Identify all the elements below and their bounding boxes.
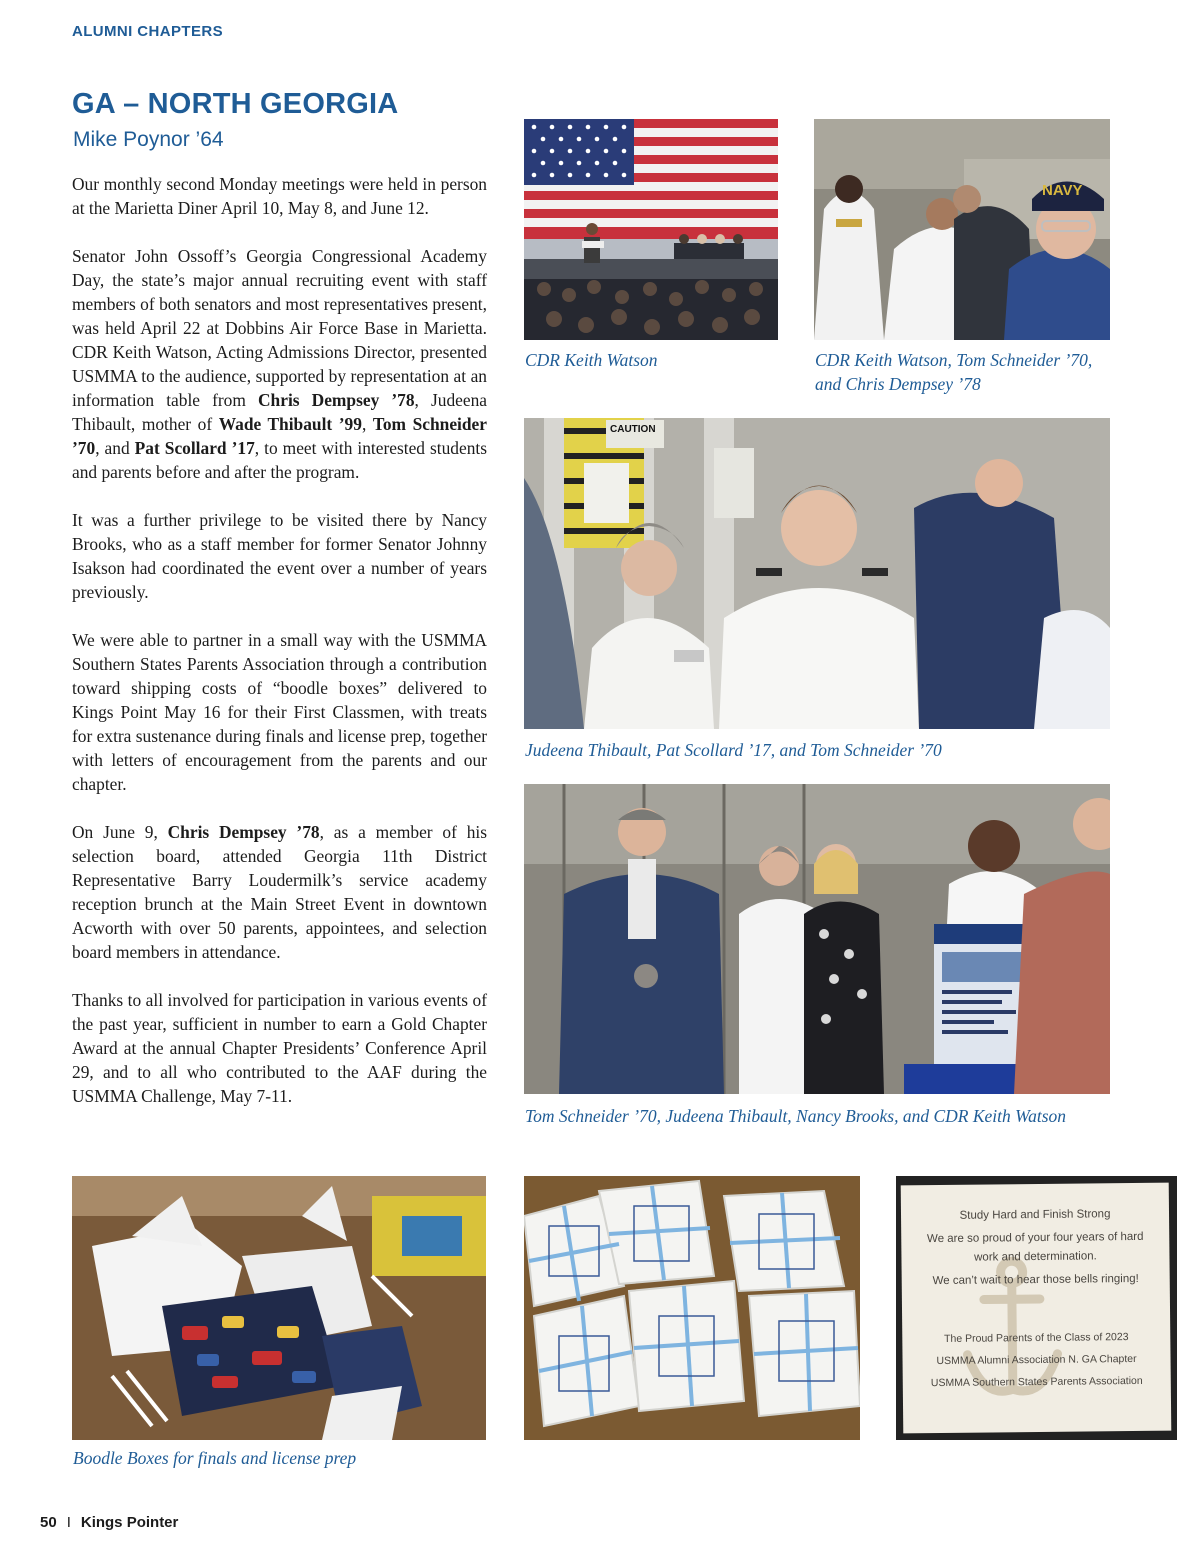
paragraph-3: It was a further privilege to be visited there by Nancy Brooks, who as a staff member for former Senator Johnny Isakson had coordinated the event over a number of years previously. — [72, 510, 487, 602]
caution-sign-text: CAUTION — [610, 424, 656, 435]
publication-name: Kings Pointer — [80, 1514, 179, 1531]
caption-boodle: Boodle Boxes for finals and license prep — [73, 1448, 357, 1468]
paragraph-5: On June 9, Chris Dempsey ’78, as a member of his selection board, attended Georgia 11th District Representative Barry Loudermilk’s service academy reception brunch at the Main Street Event in downtown Acworth with over 50 parents, appointees, and selection board members in attendance. — [72, 822, 487, 962]
photo-info-table-trio — [524, 418, 1110, 729]
article-byline: Mike Poynor ’64 — [73, 128, 224, 151]
caption-photo-2: CDR Keith Watson, Tom Schneider ’70, and Chris Dempsey ’78 — [815, 350, 1093, 394]
article-body — [72, 172, 487, 1132]
card-line-4: We can’t wait to hear those bells ringing! — [932, 1272, 1139, 1288]
card-line-3: work and determination. — [974, 1250, 1097, 1264]
page-footer — [40, 1514, 178, 1531]
photo-boodle-wrapped — [524, 1176, 860, 1440]
photo-boodle-open — [72, 1176, 486, 1440]
card-paper — [901, 1183, 1172, 1434]
paragraph-4: We were able to partner in a small way with the USMMA Southern States Parents Association through a contribution toward shipping costs of “boodle boxes” delivered to Kings Point May 16 for their First Classmen, with treats for extra sustenance during finals and license prep, together with letters of encouragement from the parents and our chapter. — [72, 630, 487, 794]
card-line-5: The Proud Parents of the Class of 2023 — [944, 1331, 1129, 1345]
card-line-1: Study Hard and Finish Strong — [959, 1208, 1111, 1222]
photo-booth-group — [524, 784, 1110, 1094]
paragraph-1: Our monthly second Monday meetings were held in person at the Marietta Diner April 10, May 8, and June 12. — [72, 174, 487, 218]
page-number: 50 — [40, 1514, 57, 1531]
caption-photo-4: Tom Schneider ’70, Judeena Thibault, Nancy Brooks, and CDR Keith Watson — [525, 1106, 1067, 1126]
photo-parents-card — [896, 1176, 1177, 1440]
photo-stage-flag — [524, 119, 778, 340]
card-line-2: We are so proud of your four years of hard — [926, 1230, 1144, 1246]
paragraph-6: Thanks to all involved for participation in various events of the past year, sufficient in number to earn a Gold Chapter Award at the annual Chapter Presidents’ Conference April 29, and to all who contributed to the AAF during the USMMA Challenge, May 7-11. — [72, 990, 487, 1106]
paragraph-2: Senator John Ossoff’s Georgia Congressional Academy Day, the state’s major annual recruiting event with staff members of both senators and most representatives present, was held April 22 at Dobbins Air Force Base in Marietta. CDR Keith Watson, Acting Admissions Director, presented USMMA to the audience, supported by representation at an information table from Chris Dempsey ’78, Judeena Thibault, mother of Wade Thibault ’99, Tom Schneider ’70, and Pat Scollard ’17, to meet with interested students and parents before and after the program. — [72, 246, 488, 482]
caption-photo-3: Judeena Thibault, Pat Scollard ’17, and Tom Schneider ’70 — [525, 740, 942, 760]
card-line-6: USMMA Alumni Association N. GA Chapter — [936, 1352, 1137, 1368]
article-title: GA – NORTH GEORGIA — [72, 88, 399, 120]
card-line-7: USMMA Southern States Parents Association — [930, 1374, 1143, 1390]
caption-photo-1: CDR Keith Watson — [525, 350, 658, 370]
navy-cap-text: NAVY — [1042, 182, 1083, 199]
footer-separator: I — [66, 1514, 71, 1531]
photo-hangar-group — [814, 119, 1110, 340]
section-label: ALUMNI CHAPTERS — [72, 23, 223, 40]
